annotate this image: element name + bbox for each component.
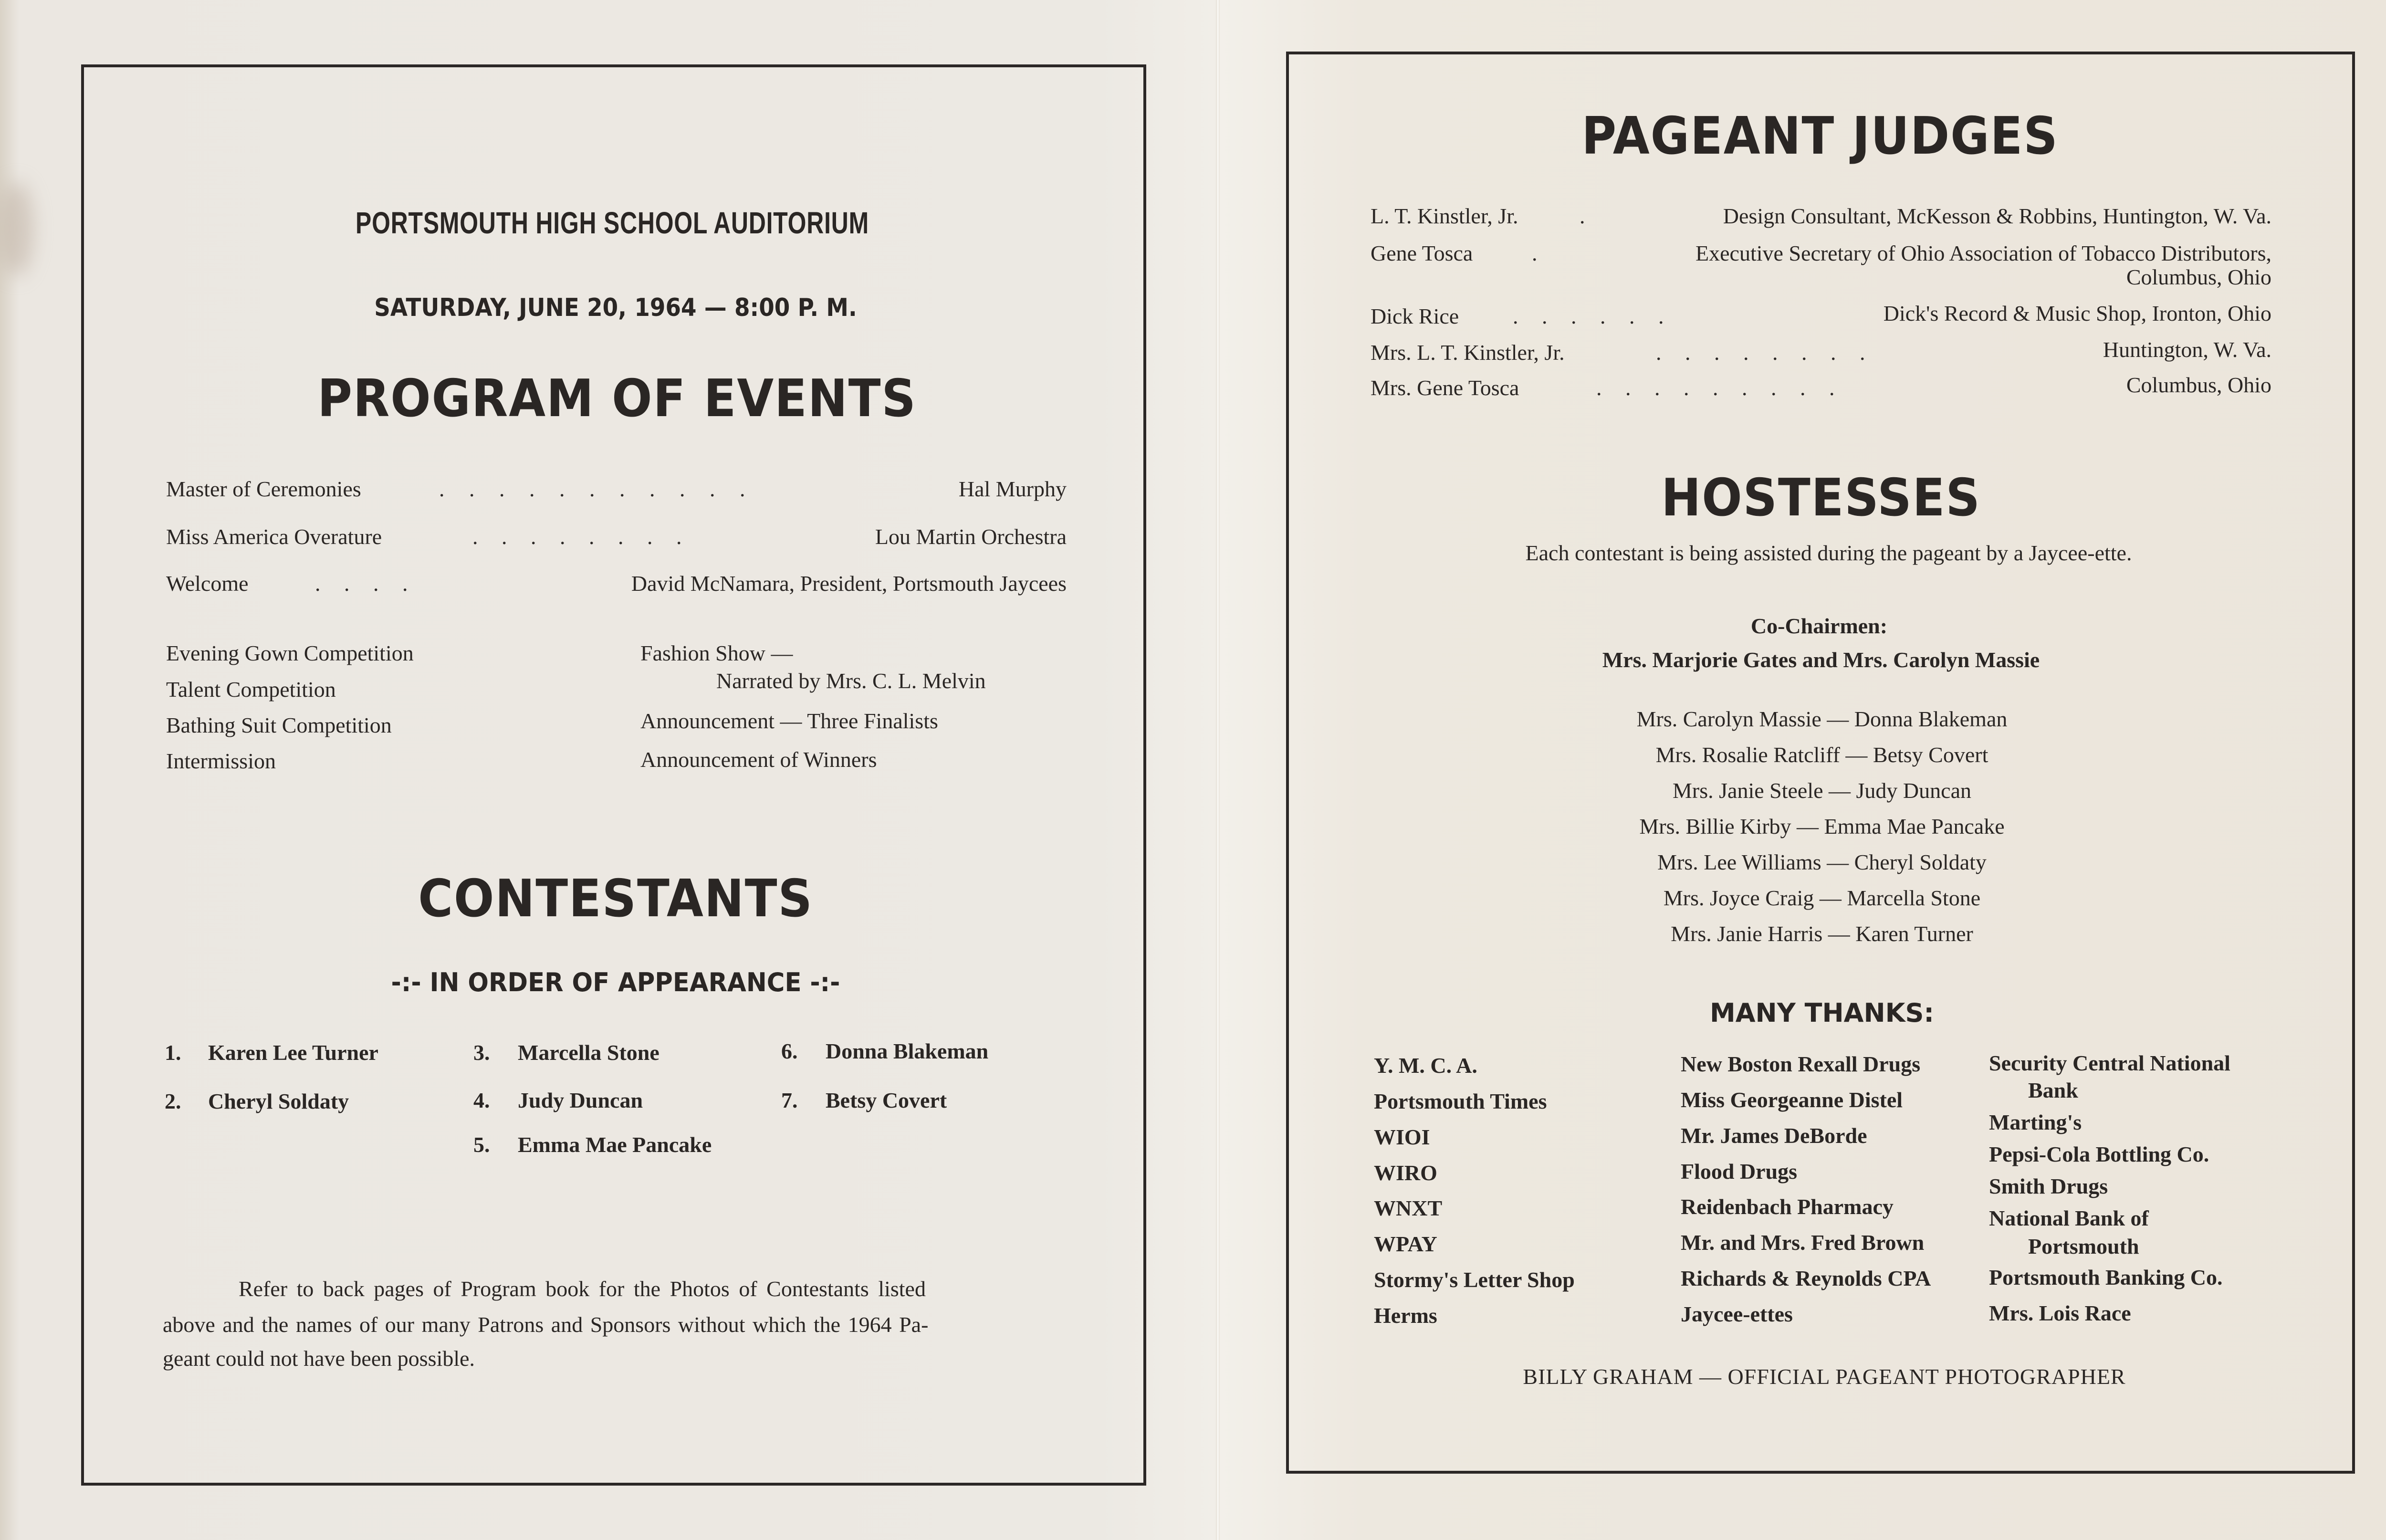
thanks-item: Richards & Reynolds CPA [1681, 1266, 1931, 1290]
event-item: Announcement of Winners [640, 747, 877, 772]
thanks-item-continued: Bank [2028, 1078, 2078, 1102]
hostesses-intro: Each contestant is being assisted during the pageant by a Jaycee-ette. [1525, 541, 2132, 565]
event-item: Intermission [166, 749, 276, 773]
paper-stain [0, 181, 33, 277]
event-item: Bathing Suit Competition [166, 713, 392, 737]
thanks-item: WIOI [1374, 1125, 1430, 1149]
program-row-leader: . . . . . . . . . . . [439, 477, 745, 501]
hostess-pair: Mrs. Janie Harris — Karen Turner [1671, 922, 1973, 946]
contestant-name: Marcella Stone [518, 1040, 659, 1065]
thanks-item: Mr. and Mrs. Fred Brown [1681, 1230, 1925, 1255]
contestant-name: Judy Duncan [518, 1088, 643, 1112]
program-title: PROGRAM OF EVENTS [317, 369, 917, 429]
judge-name: Gene Tosca [1371, 241, 1473, 265]
cochairmen-names: Mrs. Marjorie Gates and Mrs. Carolyn Massie [1602, 648, 2040, 672]
judge-leader: . [1580, 204, 1585, 228]
contestant-name: Donna Blakeman [826, 1039, 989, 1063]
thanks-item: Portsmouth Times [1374, 1089, 1547, 1113]
contestants-subtitle: -:- IN ORDER OF APPEARANCE -:- [391, 967, 840, 997]
judge-name: Mrs. L. T. Kinstler, Jr. [1371, 340, 1565, 365]
program-row-label: Welcome [166, 571, 249, 596]
judge-leader: . [1532, 241, 1538, 265]
thanks-item: Portsmouth Banking Co. [1989, 1265, 2223, 1289]
hostess-pair: Mrs. Joyce Craig — Marcella Stone [1663, 886, 1981, 910]
contestant-number: 2. [165, 1089, 181, 1113]
hostess-pair: Mrs. Lee Williams — Cheryl Soldaty [1657, 850, 1987, 874]
contestant-name: Karen Lee Turner [208, 1040, 378, 1065]
judge-leader: . . . . . . [1513, 304, 1664, 328]
program-row-label: Miss America Overature [166, 524, 382, 549]
judge-name: Dick Rice [1371, 304, 1459, 328]
judge-leader: . . . . . . . . . [1596, 376, 1835, 400]
photographer-credit: BILLY GRAHAM — OFFICIAL PAGEANT PHOTOGRAPHER [1523, 1364, 2126, 1389]
left-page-border [81, 64, 1146, 1486]
judge-detail: Dick's Record & Music Shop, Ironton, Ohio [1883, 301, 2271, 325]
program-row-value: Hal Murphy [958, 477, 1067, 501]
cochairmen-label: Co-Chairmen: [1750, 614, 1888, 638]
judges-title: PAGEANT JUDGES [1581, 106, 2059, 166]
contestant-number: 6. [781, 1039, 798, 1063]
program-row-value: Lou Martin Orchestra [875, 524, 1067, 549]
contestant-number: 4. [473, 1088, 490, 1112]
contestant-number: 1. [165, 1040, 181, 1065]
thanks-item: Reidenbach Pharmacy [1681, 1194, 1894, 1219]
judge-detail: Columbus, Ohio [2126, 373, 2271, 397]
judge-detail: Huntington, W. Va. [2103, 337, 2271, 362]
judge-detail-continued: Columbus, Ohio [2126, 265, 2271, 289]
event-item: Fashion Show — [640, 641, 793, 665]
contestant-number: 7. [781, 1088, 798, 1112]
thanks-item: Security Central National [1989, 1051, 2230, 1075]
hostess-pair: Mrs. Billie Kirby — Emma Mae Pancake [1639, 814, 2005, 838]
program-row-leader: . . . . [315, 571, 408, 596]
judge-detail: Design Consultant, McKesson & Robbins, Huntington, W. Va. [1723, 204, 2271, 228]
thanks-item: WPAY [1374, 1232, 1437, 1256]
contestants-title: CONTESTANTS [418, 869, 813, 929]
thanks-item-continued: Portsmouth [2028, 1234, 2139, 1258]
date-time-heading: SATURDAY, JUNE 20, 1964 — 8:00 P. M. [374, 293, 857, 322]
hostess-pair: Mrs. Janie Steele — Judy Duncan [1673, 778, 1971, 803]
event-item: Evening Gown Competition [166, 641, 414, 665]
footnote-line: Refer to back pages of Program book for the Photos of Contestants listed [239, 1277, 926, 1301]
hostess-pair: Mrs. Carolyn Massie — Donna Blakeman [1636, 707, 2008, 731]
thanks-item: Stormy's Letter Shop [1374, 1268, 1575, 1292]
program-row-label: Master of Ceremonies [166, 477, 361, 501]
event-item: Talent Competition [166, 677, 336, 702]
footnote-line: geant could not have been possible. [163, 1346, 475, 1371]
thanks-title: MANY THANKS: [1710, 998, 1934, 1028]
thanks-item: Miss Georgeanne Distel [1681, 1088, 1903, 1112]
judge-leader: . . . . . . . . [1656, 340, 1865, 365]
contestant-name: Emma Mae Pancake [518, 1132, 712, 1157]
contestant-name: Betsy Covert [826, 1088, 947, 1112]
event-item: Narrated by Mrs. C. L. Melvin [716, 669, 986, 693]
contestant-name: Cheryl Soldaty [208, 1089, 349, 1113]
thanks-item: WIRO [1374, 1161, 1437, 1185]
footnote-line: above and the names of our many Patrons and Sponsors without which the 1964 Pa- [163, 1312, 929, 1337]
thanks-item: Marting's [1989, 1110, 2082, 1134]
thanks-item: Mr. James DeBorde [1681, 1123, 1867, 1148]
judge-name: Mrs. Gene Tosca [1371, 376, 1519, 400]
hostess-pair: Mrs. Rosalie Ratcliff — Betsy Covert [1655, 743, 1988, 767]
event-item: Announcement — Three Finalists [640, 709, 938, 733]
thanks-item: Herms [1374, 1303, 1437, 1328]
thanks-item: New Boston Rexall Drugs [1681, 1052, 1921, 1076]
thanks-item: Jaycee-ettes [1681, 1302, 1793, 1326]
venue-heading: PORTSMOUTH HIGH SCHOOL AUDITORIUM [356, 206, 869, 240]
thanks-item: Y. M. C. A. [1374, 1053, 1477, 1078]
thanks-item: WNXT [1374, 1196, 1443, 1220]
thanks-item: Smith Drugs [1989, 1174, 2108, 1198]
thanks-item: Pepsi-Cola Bottling Co. [1989, 1142, 2209, 1166]
thanks-item: Flood Drugs [1681, 1159, 1798, 1184]
judge-name: L. T. Kinstler, Jr. [1371, 204, 1518, 228]
book-spine [1216, 0, 1220, 1540]
program-row-leader: . . . . . . . . [472, 524, 682, 549]
judge-detail: Executive Secretary of Ohio Association of Tobacco Distributors, [1695, 241, 2271, 265]
program-row-value: David McNamara, President, Portsmouth Jaycees [631, 571, 1067, 596]
hostesses-title: HOSTESSES [1661, 468, 1981, 528]
thanks-item: National Bank of [1989, 1206, 2149, 1230]
contestant-number: 5. [473, 1132, 490, 1157]
contestant-number: 3. [473, 1040, 490, 1065]
thanks-item: Mrs. Lois Race [1989, 1301, 2131, 1325]
